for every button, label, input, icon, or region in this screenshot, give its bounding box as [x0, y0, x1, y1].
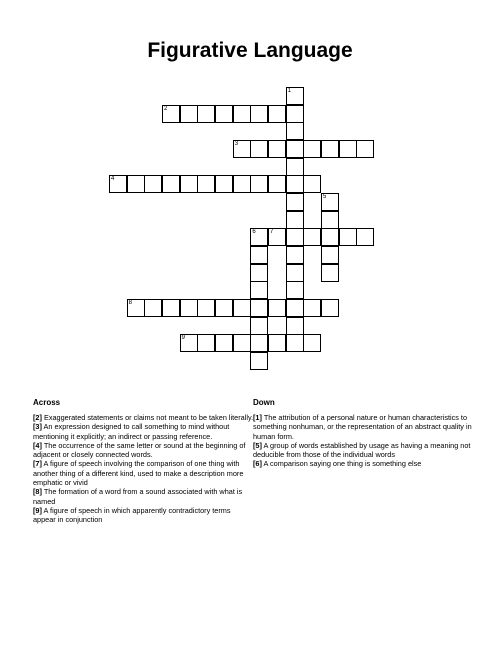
- grid-cell[interactable]: [162, 299, 180, 317]
- grid-cell[interactable]: [144, 299, 162, 317]
- grid-cell[interactable]: [233, 105, 251, 123]
- clue-number-label: [1]: [253, 413, 262, 422]
- grid-cell[interactable]: [197, 334, 215, 352]
- grid-cell[interactable]: [233, 334, 251, 352]
- grid-cell[interactable]: [197, 299, 215, 317]
- clue-number-label: [7]: [33, 459, 42, 469]
- grid-cell[interactable]: [180, 175, 198, 193]
- grid-cell[interactable]: [268, 299, 286, 317]
- grid-cell[interactable]: [250, 175, 268, 193]
- clue-text: An expression designed to call something to mind without mentioning it explicitly; an indirect or passing reference.: [33, 422, 230, 441]
- clue-number-label: [9]: [33, 505, 42, 515]
- grid-cell[interactable]: [268, 334, 286, 352]
- grid-cell[interactable]: [250, 228, 268, 246]
- across-clue: [33, 441, 255, 460]
- clue-number: 2: [164, 105, 168, 112]
- clue-number: 5: [323, 194, 327, 201]
- down-heading: Down: [253, 398, 275, 407]
- grid-cell[interactable]: [197, 105, 215, 123]
- clue-number: 7: [270, 229, 274, 236]
- grid-cell[interactable]: [286, 158, 304, 176]
- across-clue: [33, 413, 255, 422]
- grid-cell[interactable]: [286, 105, 304, 123]
- clue-number-label: [6]: [253, 459, 262, 469]
- grid-cell[interactable]: [250, 317, 268, 335]
- clue-number: 9: [181, 335, 186, 342]
- clue-number-label: [8]: [33, 487, 42, 497]
- clue-number-label: [3]: [33, 422, 42, 432]
- grid-cell[interactable]: [268, 140, 286, 158]
- grid-cell[interactable]: [250, 281, 268, 299]
- grid-cell[interactable]: [286, 246, 304, 264]
- grid-cell[interactable]: [321, 246, 339, 264]
- grid-cell[interactable]: [286, 193, 304, 211]
- grid-cell[interactable]: [250, 352, 268, 370]
- grid-cell[interactable]: [286, 299, 304, 317]
- across-clue: [33, 459, 255, 487]
- clue-text: A figure of speech involving the comparison of one thing with another thing of a different kind, used to make a description more emphatic or vivid: [33, 459, 244, 488]
- grid-cell[interactable]: [339, 228, 357, 246]
- grid-cell[interactable]: [268, 175, 286, 193]
- clue-text: A figure of speech in which apparently contradictory terms appear in conjunction: [33, 505, 231, 525]
- clue-text: A group of words established by usage as having a meaning not deducible from those of the individual words: [253, 440, 471, 460]
- grid-cell[interactable]: [250, 334, 268, 352]
- clue-number: 8: [128, 300, 132, 307]
- clue-text: The attribution of a personal nature or human characteristics to something nonhuman, or the representation of an abstract quality in human form.: [253, 413, 472, 441]
- clue-number: 3: [234, 141, 239, 147]
- grid-cell[interactable]: [250, 299, 268, 317]
- grid-cell[interactable]: [303, 175, 321, 193]
- grid-cell[interactable]: [321, 299, 339, 317]
- grid-cell[interactable]: [286, 264, 304, 282]
- grid-cell[interactable]: [162, 175, 180, 193]
- across-clue: [33, 506, 255, 525]
- grid-cell[interactable]: [321, 140, 339, 158]
- grid-cell[interactable]: [233, 140, 251, 158]
- page-title: Figurative Language: [147, 39, 353, 62]
- across-clue: [33, 487, 255, 506]
- clue-number: 1: [287, 88, 292, 94]
- grid-cell[interactable]: [215, 175, 233, 193]
- grid-cell[interactable]: [286, 317, 304, 335]
- grid-cell[interactable]: [127, 299, 145, 317]
- grid-cell[interactable]: [303, 228, 321, 246]
- down-clue: [253, 459, 475, 468]
- grid-cell[interactable]: [162, 105, 180, 123]
- grid-cell[interactable]: [215, 299, 233, 317]
- clue-number-label: [2]: [33, 413, 42, 422]
- across-clue: [33, 422, 255, 441]
- grid-cell[interactable]: [250, 140, 268, 158]
- grid-cell[interactable]: [339, 140, 357, 158]
- grid-cell[interactable]: [109, 175, 127, 193]
- grid-cell[interactable]: [268, 228, 286, 246]
- grid-cell[interactable]: [321, 228, 339, 246]
- clue-number: 4: [111, 176, 115, 183]
- grid-cell[interactable]: [286, 281, 304, 299]
- grid-cell[interactable]: [215, 334, 233, 352]
- clue-text: Exaggerated statements or claims not meant to be taken literally.: [41, 413, 254, 422]
- clue-text: The occurrence of the same letter or sound at the beginning of adjacent or closely connected words.: [33, 440, 246, 460]
- grid-cell[interactable]: [215, 105, 233, 123]
- grid-cell[interactable]: [356, 140, 374, 158]
- down-clues: [253, 398, 475, 469]
- grid-cell[interactable]: [286, 87, 304, 105]
- grid-cell[interactable]: [286, 140, 304, 158]
- grid-cell[interactable]: [180, 105, 198, 123]
- clue-number-label: [4]: [33, 440, 42, 450]
- clue-text: The formation of a word from a sound associated with what is named: [33, 487, 243, 506]
- grid-cell[interactable]: [356, 228, 374, 246]
- clue-text: A comparison saying one thing is something else: [261, 459, 422, 469]
- grid-cell[interactable]: [233, 299, 251, 317]
- grid-cell[interactable]: [303, 140, 321, 158]
- grid-cell[interactable]: [286, 211, 304, 229]
- grid-cell[interactable]: [321, 264, 339, 282]
- grid-cell[interactable]: [303, 334, 321, 352]
- grid-cell[interactable]: [180, 334, 198, 352]
- grid-cell[interactable]: [144, 175, 162, 193]
- across-heading: Across: [33, 398, 61, 407]
- grid-cell[interactable]: [250, 105, 268, 123]
- grid-cell[interactable]: [127, 175, 145, 193]
- grid-cell[interactable]: [321, 193, 339, 211]
- grid-cell[interactable]: [286, 175, 304, 193]
- clue-number: 6: [252, 229, 256, 236]
- grid-cell[interactable]: [303, 299, 321, 317]
- grid-cell[interactable]: [233, 175, 251, 193]
- grid-cell[interactable]: [321, 211, 339, 229]
- down-clue: [253, 413, 475, 441]
- grid-cell[interactable]: [250, 246, 268, 264]
- clue-number-label: [5]: [253, 440, 262, 450]
- grid-cell[interactable]: [180, 299, 198, 317]
- grid-cell[interactable]: [250, 264, 268, 282]
- grid-cell[interactable]: [286, 334, 304, 352]
- down-clue: [253, 441, 475, 460]
- grid-cell[interactable]: [268, 105, 286, 123]
- across-clues: [33, 398, 255, 525]
- grid-cell[interactable]: [286, 228, 304, 246]
- grid-cell[interactable]: [197, 175, 215, 193]
- grid-cell[interactable]: [286, 122, 304, 140]
